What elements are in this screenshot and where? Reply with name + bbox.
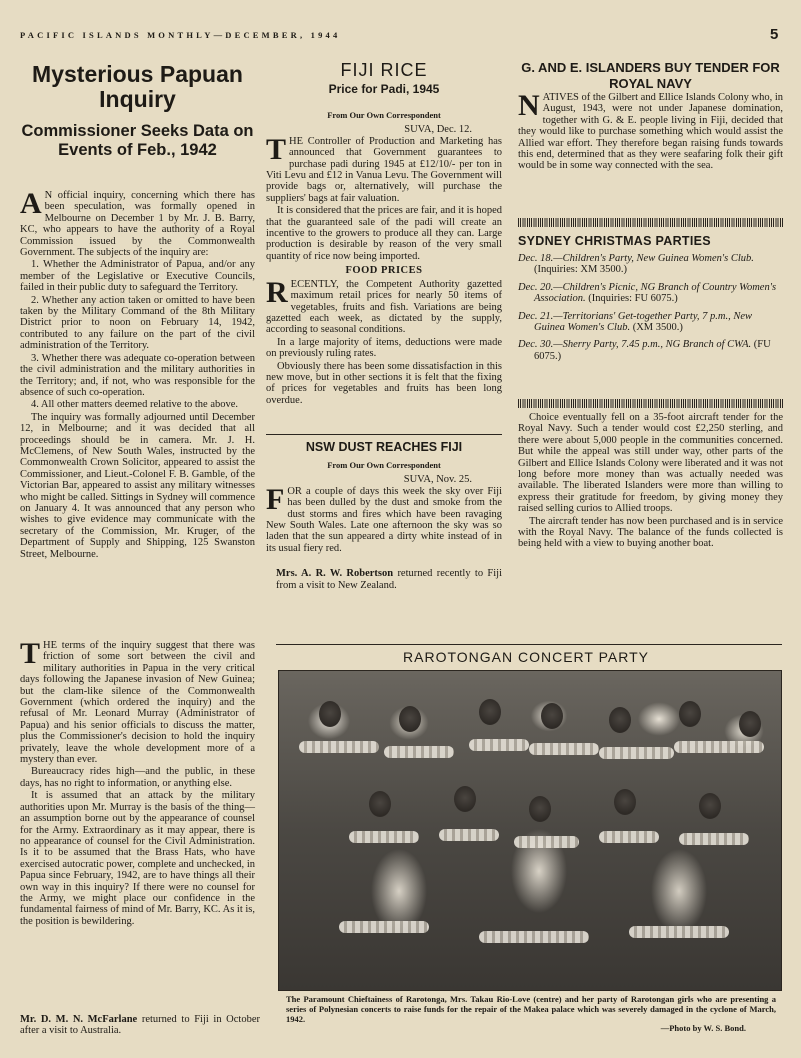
gilbert-article-continued	[518, 412, 783, 551]
dateline: SUVA, Nov. 25.	[403, 474, 472, 486]
papuan-paragraph: 1. Whether the Administrator of Papua, and/or any member of the Legislative or Executive Councils, failed in their public duty to safeguard the Territory.	[20, 259, 255, 294]
hatched-rule	[518, 218, 783, 227]
mcfarlane-name: Mr. D. M. N. McFarlane	[20, 1014, 138, 1025]
drop-cap: A	[20, 187, 42, 220]
hatched-rule	[518, 399, 783, 408]
sydney-headline: SYDNEY CHRISTMAS PARTIES	[518, 234, 711, 248]
papuan-paragraph: 4. All other matters deemed relative to the above.	[31, 399, 239, 411]
gilbert-headline: G. AND E. ISLANDERS BUY TENDER FOR ROYAL NAVY	[521, 60, 780, 91]
drop-cap: R	[266, 275, 288, 309]
papuan-paragraph: 3. Whether there was adequate co-operation between the civil administration and the military authorities in the Territory; and, if not, who was responsible for the absence of such co-operation.	[20, 352, 255, 398]
gilbert-article	[518, 89, 783, 173]
section-rule	[276, 644, 782, 645]
papuan-paragraph: It is assumed that an attack by the military authorities upon Mr. Murray is the basis of the thing—an assumption borne out by the appearance of counsel for the Army. Extraordinary as it may appear, there is no appearance of counsel for the Civil Administration. Is it to be assumed that the Brass Hats, who have exercised autocratic power, complete and unchecked, in Papua since February, 1942, are to have things all their own way in this inquiry? If there were no counsel for the Army, we might place our confidence in the fundamental fairness of mind of Mr. Barry, KC. As it is, the position is bewildering.	[20, 790, 255, 927]
event-item: Dec. 21.—Territorians' Get-together Party, 7 p.m., New Guinea Women's Club. (XM 3500.)	[518, 310, 753, 334]
rice-paragraph: Obviously there has been some dissatisfaction in this new move, but in other sections it is felt that the fixing of prices for vegetables and fruits has been long overdue.	[266, 360, 502, 406]
mcfarlane-note	[20, 1014, 260, 1037]
rice-paragraph: It is considered that the prices are fair, and it is hoped that the guaranteed sale of the padi will create an incentive to the growers to produce all they can. Large production is desirable by reason of the very small quantity of rice now being imported.	[266, 205, 502, 262]
fiji-rice-article	[266, 108, 502, 407]
papuan-paragraph: A N official inquiry, concerning which there has been speculation, was formally opened in Melbourne on December 1 by Mr. J. B. Barry, KC, who appears to have the authority of a Royal Commission issued by the Commonwealth Government. The subjects of the inquiry are:	[20, 187, 255, 259]
papuan-paragraph: THE terms of the inquiry suggest that there was friction of some sort between the civil and military authorities in Papua in the very critical days following the Japanese invasion of New Guinea; but the clam-like silence of the Commonwealth Government (which ordered the inquiry) and the refusal of Mr. Leonard Murray (Administrator of Papua) and his senior officials to discuss the matter, plus the Commissioner's decision to hold the inquiry privately, leave the whole development more of a mystery than ever.	[20, 637, 255, 766]
papuan-headline: Mysterious Papuan Inquiry	[32, 61, 243, 112]
dust-article	[266, 458, 502, 592]
drop-cap: F	[266, 482, 285, 516]
byline: From Our Own Correspondent	[327, 110, 441, 120]
drop-cap: N	[518, 89, 540, 122]
gilbert-paragraph: Choice eventually fell on a 35-foot aircraft tender for the Royal Navy. Such a tender would cost £2,250 sterling, and there were about 5,000 people in the communities concerned. But while the appeal was still under way, other parts of the Gilbert and Ellice Islands Colony were liberated and it was not long before more money than was actually needed was available. The liberated Islanders were more than willing to express their gratitude for freedom, by giving money they raised selling curios to Allied troops.	[518, 412, 783, 515]
papuan-subhead: Commissioner Seeks Data on Events of Feb., 1942	[21, 122, 254, 159]
rice-paragraph: In a large majority of items, deductions were made on previously ruling rates.	[266, 336, 502, 360]
papuan-paragraph: The inquiry was formally adjourned until December 12, in Melbourne; and it was decided that all proceedings should be in camera. Mr. J. H. McClemens, of New South Wales, instructed by the Commonwealth Crown Solicitor, appeared to assist the Commissioner, and Lieut.-Colonel F. B. Gamble, of the Victorian Bar, appeared to assist any military witnesses who might be called. Sittings in Sydney will commence on January 4. It was announced that any person who wishes to give evidence may communicate with the secretary of the Commission, Mr. Kruger, of the Department of Supply and Shipping, 125 Swanston Street, Melbourne.	[20, 411, 255, 560]
papuan-article-part2	[20, 637, 255, 928]
rice-paragraph: THE Controller of Production and Marketing has announced that Government guarantees to purchase padi during 1945 at £12/10/- per ton in Viti Levu and £12 in Vanua Levu. The Government will provide bags or, alternatively, will purchase the suppliers' bags at fair valuation.	[266, 132, 502, 204]
sydney-events-list	[518, 253, 783, 368]
food-prices-subhead: FOOD PRICES	[345, 265, 423, 277]
fiji-rice-subhead: Price for Padi, 1945	[328, 82, 440, 96]
photo-credit: —Photo by W. S. Bond.	[660, 1023, 746, 1034]
dateline: SUVA, Dec. 12.	[404, 124, 472, 136]
gilbert-paragraph: The aircraft tender has now been purchased and is in service with the Royal Navy. The balance of the funds collected is being held with a view to buying another boat.	[518, 515, 783, 550]
papuan-paragraph: Bureaucracy rides high—and the public, in these days, has no right to information, or anything else.	[20, 766, 255, 789]
byline: From Our Own Correspondent	[327, 460, 441, 470]
robertson-note: Mrs. A. R. W. Robertson returned recently to Fiji from a visit to New Zealand.	[276, 568, 502, 591]
dust-paragraph: FOR a couple of days this week the sky over Fiji has been dulled by the dust and smoke from the dust storms and fires which have been ravaging New South Wales. Late one afternoon the sky was so laden that the sun appeared a dirty white instead of in its usual fiery red.	[266, 482, 502, 554]
running-head: PACIFIC ISLANDS MONTHLY—DECEMBER, 1944	[20, 30, 341, 40]
dust-headline: NSW DUST REACHES FIJI	[305, 440, 463, 454]
rice-paragraph: RECENTLY, the Competent Authority gazetted maximum retail prices for nearly 50 items of vegetables, fruits and fish. Variations are being gazetted each week, as dictated by the supply, according to seasonal conditions.	[266, 275, 502, 336]
mcfarlane-text: returned to Fiji in October after a visit to Australia.	[20, 1014, 261, 1037]
section-rule	[266, 434, 502, 435]
papuan-article-part1	[20, 187, 255, 561]
drop-cap: T	[20, 637, 41, 670]
event-item: Dec. 30.—Sherry Party, 7.45 p.m., NG Branch of CWA. (FU 6075.)	[518, 339, 771, 362]
concert-headline: RAROTONGAN CONCERT PARTY	[403, 649, 649, 665]
fiji-rice-headline: FIJI RICE	[340, 60, 428, 80]
event-item: Dec. 18.—Children's Party, New Guinea Women's Club. (Inquiries: XM 3500.)	[518, 253, 754, 276]
caption-text: The Paramount Chieftainess of Rarotonga, Mrs. Takau Rio-Love (centre) and her party of Rarotongan girls who are presenting a series of Polynesian concerts to raise funds for the repair of the Makea palace which was severely damaged in the cyclone of March, 1942.	[286, 994, 776, 1024]
gilbert-paragraph: NATIVES of the Gilbert and Ellice Islands Colony who, in August, 1943, were not under Japanese domination, together with G. & E. people living in Fiji, decided that they would like to purchase something which would assist the Allied war effort. They therefore began raising funds towards this end, determined that as they were seafaring folk their gift would be in some way connected with the sea.	[518, 89, 783, 172]
photo-caption	[286, 995, 776, 1034]
drop-cap: T	[266, 132, 287, 166]
event-item: Dec. 20.—Children's Picnic, NG Branch of Country Women's Association. (Inquiries: FU 6075.)	[518, 281, 777, 305]
robertson-name: Mrs. A. R. W. Robertson	[276, 568, 394, 580]
page-number: 5	[770, 26, 779, 43]
papuan-paragraph: 2. Whether any action taken or omitted to have been taken by the Military Command of the 8th Military District prior to noon on February 14, 1942, contributed to any failure on the part of the civil administration of the Territory.	[20, 294, 255, 352]
concert-party-photo	[278, 670, 782, 991]
